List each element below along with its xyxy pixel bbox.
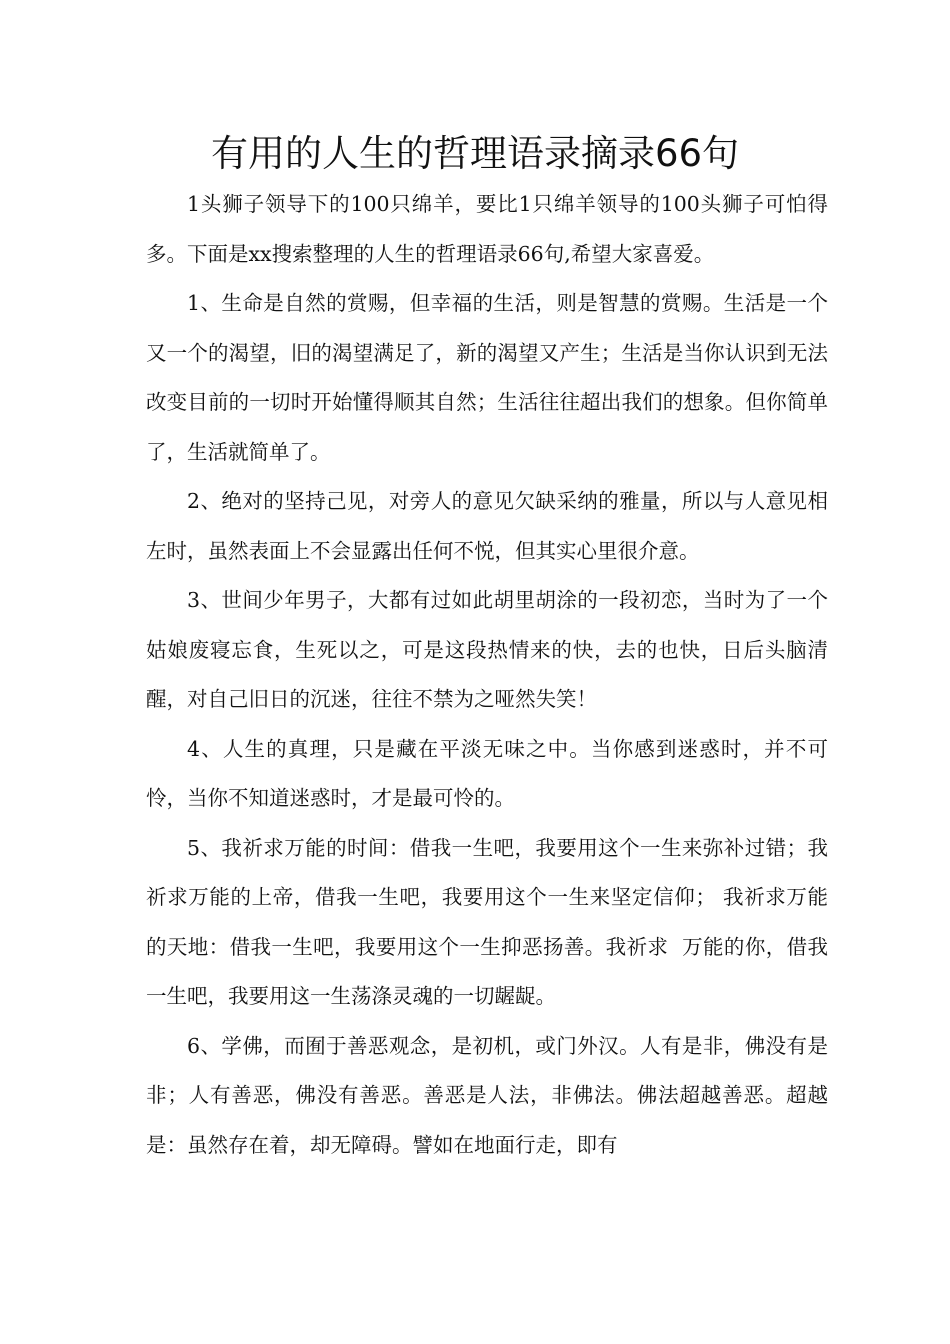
document-title: 有用的人生的哲理语录摘录66句 xyxy=(210,132,740,175)
quote-paragraph-2: 2、绝对的坚持己见，对旁人的意见欠缺采纳的雅量，所以与人意见相左时，虽然表面上不会显露出任何不悦，但其实心里很介意。 xyxy=(146,489,828,563)
quote-paragraph-4: 4、人生的真理，只是藏在平淡无味之中。当你感到迷惑时，并不可怜，当你不知道迷惑时，才是最可怜的。 xyxy=(146,736,828,810)
quote-paragraph-6: 6、学佛，而囿于善恶观念，是初机，或门外汉。人有是非，佛没有是非；人有善恶，佛没有善恶。善恶是人法，非佛法。佛法超越善恶。超越是：虽然存在着，却无障碍。譬如在地面行走，即有 xyxy=(146,1033,828,1157)
quote-paragraph-1: 1、生命是自然的赏赐，但幸福的生活，则是智慧的赏赐。生活是一个又一个的渴望，旧的渴望满足了，新的渴望又产生；生活是当你认识到无法改变目前的一切时开始懂得顺其自然；生活往往超出我们的想象。但你简单了，生活就简单了。 xyxy=(146,291,828,464)
intro-paragraph: 1头狮子领导下的100只绵羊，要比1只绵羊领导的100头狮子可怕得多。下面是xx搜索整理的人生的哲理语录66句,希望大家喜爱。 xyxy=(146,192,828,266)
quote-paragraph-3: 3、世间少年男子，大都有过如此胡里胡涂的一段初恋，当时为了一个姑娘废寝忘食，生死以之，可是这段热情来的快，去的也快，日后头脑清醒，对自己旧日的沉迷，往往不禁为之哑然失笑！ xyxy=(146,588,828,711)
document-body xyxy=(146,180,828,1170)
quote-paragraph-5: 5、我祈求万能的时间：借我一生吧，我要用这个一生来弥补过错；我祈求万能的上帝，借我一生吧，我要用这个一生来坚定信仰； 我祈求万能的天地：借我一生吧，我要用这个一生抑恶扬善。我祈求 万能的你，借我一生吧，我要用这一生荡涤灵魂的一切龌龊。 xyxy=(146,835,828,1008)
